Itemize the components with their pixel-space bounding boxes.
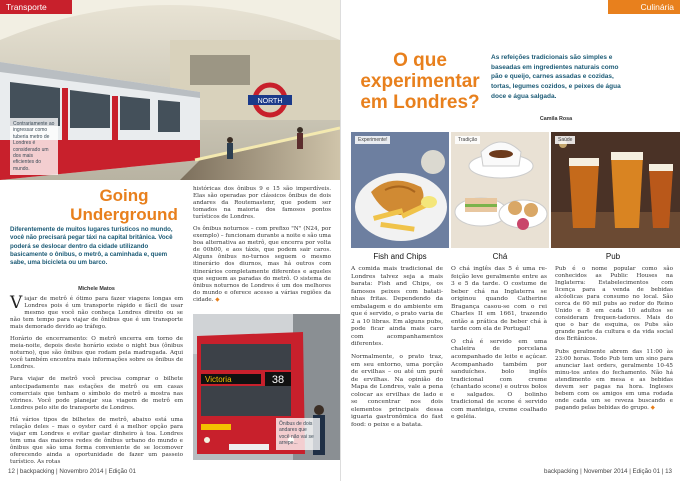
station-sign: NORTH	[257, 98, 283, 105]
article-title-line1: Going	[99, 186, 149, 205]
right-col2-p2: O chá é servido em uma chaleira de porcelana acompanhado de leite e açúcar. Acompanhado também por sanduíches. bolo inglês tradicional com creme (chantado scone) e outros bolos e salgados. O bolinho tradicional de scone é servido com manteiga, creme coalhado e geléia.	[451, 338, 547, 421]
right-footer: backpacking | November 2014 | Edição 01 | 13	[544, 468, 672, 475]
right-col1-p1: A comida mais tradicional de Londres talvez seja a mais barata: Fish and Chips, os famosos peixes com batati-nhas fritas. Dependendo da embalagem e do ambiente em que é servido, o prato varia de 2 a 10 libras. Em alguns pubs, pode ficar ainda mais caro com acompanhamentos diferentes.	[351, 266, 443, 348]
left-col1-p3: Para viajar de metrô você precisa comprar o bilhete antecipadamente nas estações de metrô ou em casas comerciais que tenham o símbolo do metrô a mostra nas vitrines. Você pode planejar sua viagem de metrô em Londres pelo site do transporte de Londres.	[10, 376, 183, 411]
food-article-title	[351, 50, 489, 113]
article-title-line2: Underground	[70, 205, 178, 224]
label-fish-and-chips: Fish and Chips	[373, 252, 427, 261]
food-title-line3: em Londres?	[360, 92, 480, 113]
photo-tag-tradicao: Tradição	[455, 136, 480, 144]
food-intro: As refeições tradicionais são simples e baseadas em ingredientes naturais como pão e queijo, carnes assadas e cozidas, tortas, legumes cozidos, e peixes de água doce e água salgada.	[491, 54, 621, 100]
tea-photo	[451, 132, 549, 248]
fish-chips-illustration	[351, 132, 449, 248]
right-col2-p1: O chá inglês das 5 é uma re-feição leve geralmente entre as 3 e 5 da tarde. O costume de beber chá na Inglaterra se originou quando Catherine Bragança casou-se com o rei Charles II em 1661, trazendo então a prática de beber chá à tarde com ela de Portugal!	[451, 266, 547, 333]
photo-tag-saude: Saúde	[555, 136, 575, 144]
right-column-2	[451, 266, 547, 462]
section-tag-transporte: Transporte	[0, 0, 72, 14]
pub-photo	[551, 132, 680, 248]
left-col2-p1: históricas dos ônibus 9 e 15 são imperdíveis. Elas são operadas por clássicos ônibus de dois andares da Routemastenr, que podem ser tomados na maioria dos famosos pontos turísticos de Londres.	[193, 186, 331, 221]
label-cha: Chá	[492, 252, 508, 261]
right-col3-p2: Pubs geralmente abrem das 11:00 às 23:00 horas. Todo Pub tem um sino para anunciar last orders, geralmente 10-45 minu-tos antes do fechamento. Não há atendimento em mesa e as bebidas devem ser pagas na hora. Ingleses bebem com os amigos em uma rodada onde cada um se reveza buscando e pagando pelas bebidas do grupo.	[555, 348, 673, 411]
right-column-1	[351, 266, 443, 462]
right-col3-p1: Pub é o nome popular como são conhecidos as Public Houses na Inglaterra: Estabelecimentos com licença para a venda de bebidas alcóolicas para consumo no local. São cerca de 60 mil pubs ao redor do Reino Unido e 8 em cada 10 adultos se consideram frequen-tadores. Mais do que o bar de esquina, os Pubs são grande parte da cultura e da vida social dos Britânicos.	[555, 266, 673, 343]
label-pub: Pub	[605, 252, 621, 261]
tea-illustration	[451, 132, 549, 248]
left-col1-p2: Horário de encerramento: O metrô encerra em torno de meia-noite, depois deste horário existe o night bus (ônibus noturno), que são ônibus que rodam pela madrugada. Aqui você também encontra mais informações sobre os ônibus de Londres.	[10, 336, 183, 371]
bus-caption: Ônibus de dois andares que você não vai se arrepe...	[276, 418, 320, 450]
bus-route-number: 38	[271, 374, 285, 386]
right-page	[340, 0, 680, 481]
left-col1-p4: Há vários tipos de bilhetes de metrô, abaixo está uma relação deles – mas o oyster card é a melhor opção para viajar em Londres e evitar gastar dinheiro à toa. Londres tem uma das maiores redes de ônibus urbano do mundo e ônibus que são uma forma conveniente de se locomover oferecendo ainda a oportunidade de fazer um passeio turístico. As rotas	[10, 416, 183, 465]
left-col2-p2: Os ônibus noturnos – com prefixo "N" (N24, por exemplo) – funcionam durante a noite e são uma boa alternativa ao metrô, que encerra por volta de 00h00, e aos táxis, que podem sair caros. Alguns ônibus no-turnos seguem o mesmo itinerário dos diurnos, mas há outros com itinerários completamente diferentes e aqueles que seguem as paradas do metrô. O sistema de ônibus noturnos de Londres é um dos melhores do mundo e oferece acesso a várias regiões da cidade.	[193, 226, 331, 303]
photo-tag-experimente: Experimente!	[355, 136, 390, 144]
end-mark-icon: ◆	[650, 404, 655, 411]
food-title-line2: experimentar	[360, 71, 480, 92]
article-title	[44, 186, 204, 224]
food-title-line1: O que	[393, 50, 447, 71]
photo-caption: Contrariamente ao ingressar como tuberia metro de Londres é considerado um dos mais eficientes do mundo.	[10, 118, 58, 175]
pub-beer-illustration	[551, 132, 680, 248]
bus-destination: Victoria	[205, 375, 232, 384]
article-lead: Diferentemente de muitos lugares turísticos no mundo, você não precisará pegar táxi na capital britânica. Você poderá se deslocar dentro da cidade utilizando basicamente o ônibus, o metrô, a caminhada e, quem sabe, uma bicicleta ou um barco.	[10, 226, 173, 267]
left-col1-p1: iajar de metrô é ótimo para fazer viagens longas em Londres pois é um transporte rápido e fácil de usar mesmo que você não conheça Londres direito ou se não tem tempo para viajar de ônibus que é um transporte mais demorado devido ao tráfego.	[10, 296, 183, 331]
left-column-2	[193, 186, 331, 306]
end-mark-icon: ◆	[215, 296, 220, 303]
section-tag-culinaria: Culinária	[608, 0, 680, 14]
article-author: Michele Matos	[78, 286, 115, 292]
right-column-3	[555, 266, 673, 462]
left-footer: 12 | backpacking | Novembro 2014 | Edição 01	[8, 468, 136, 475]
drop-cap: V	[10, 293, 23, 313]
fish-chips-photo	[351, 132, 449, 248]
food-author: Camila Rosa	[539, 116, 573, 122]
left-column-1	[10, 293, 183, 465]
right-col1-p2: Normalmente, o prato traz, em seu entorno, uma porção de ervilhas – ou até um purê de ervilhas. Na opinião do Mapa de Londres, vale a pena colocar as ervilhas de lado e se concentrar nos dois elementos principais dessa iguaria gastronômica do fast food: o peixe e a batata.	[351, 354, 443, 428]
